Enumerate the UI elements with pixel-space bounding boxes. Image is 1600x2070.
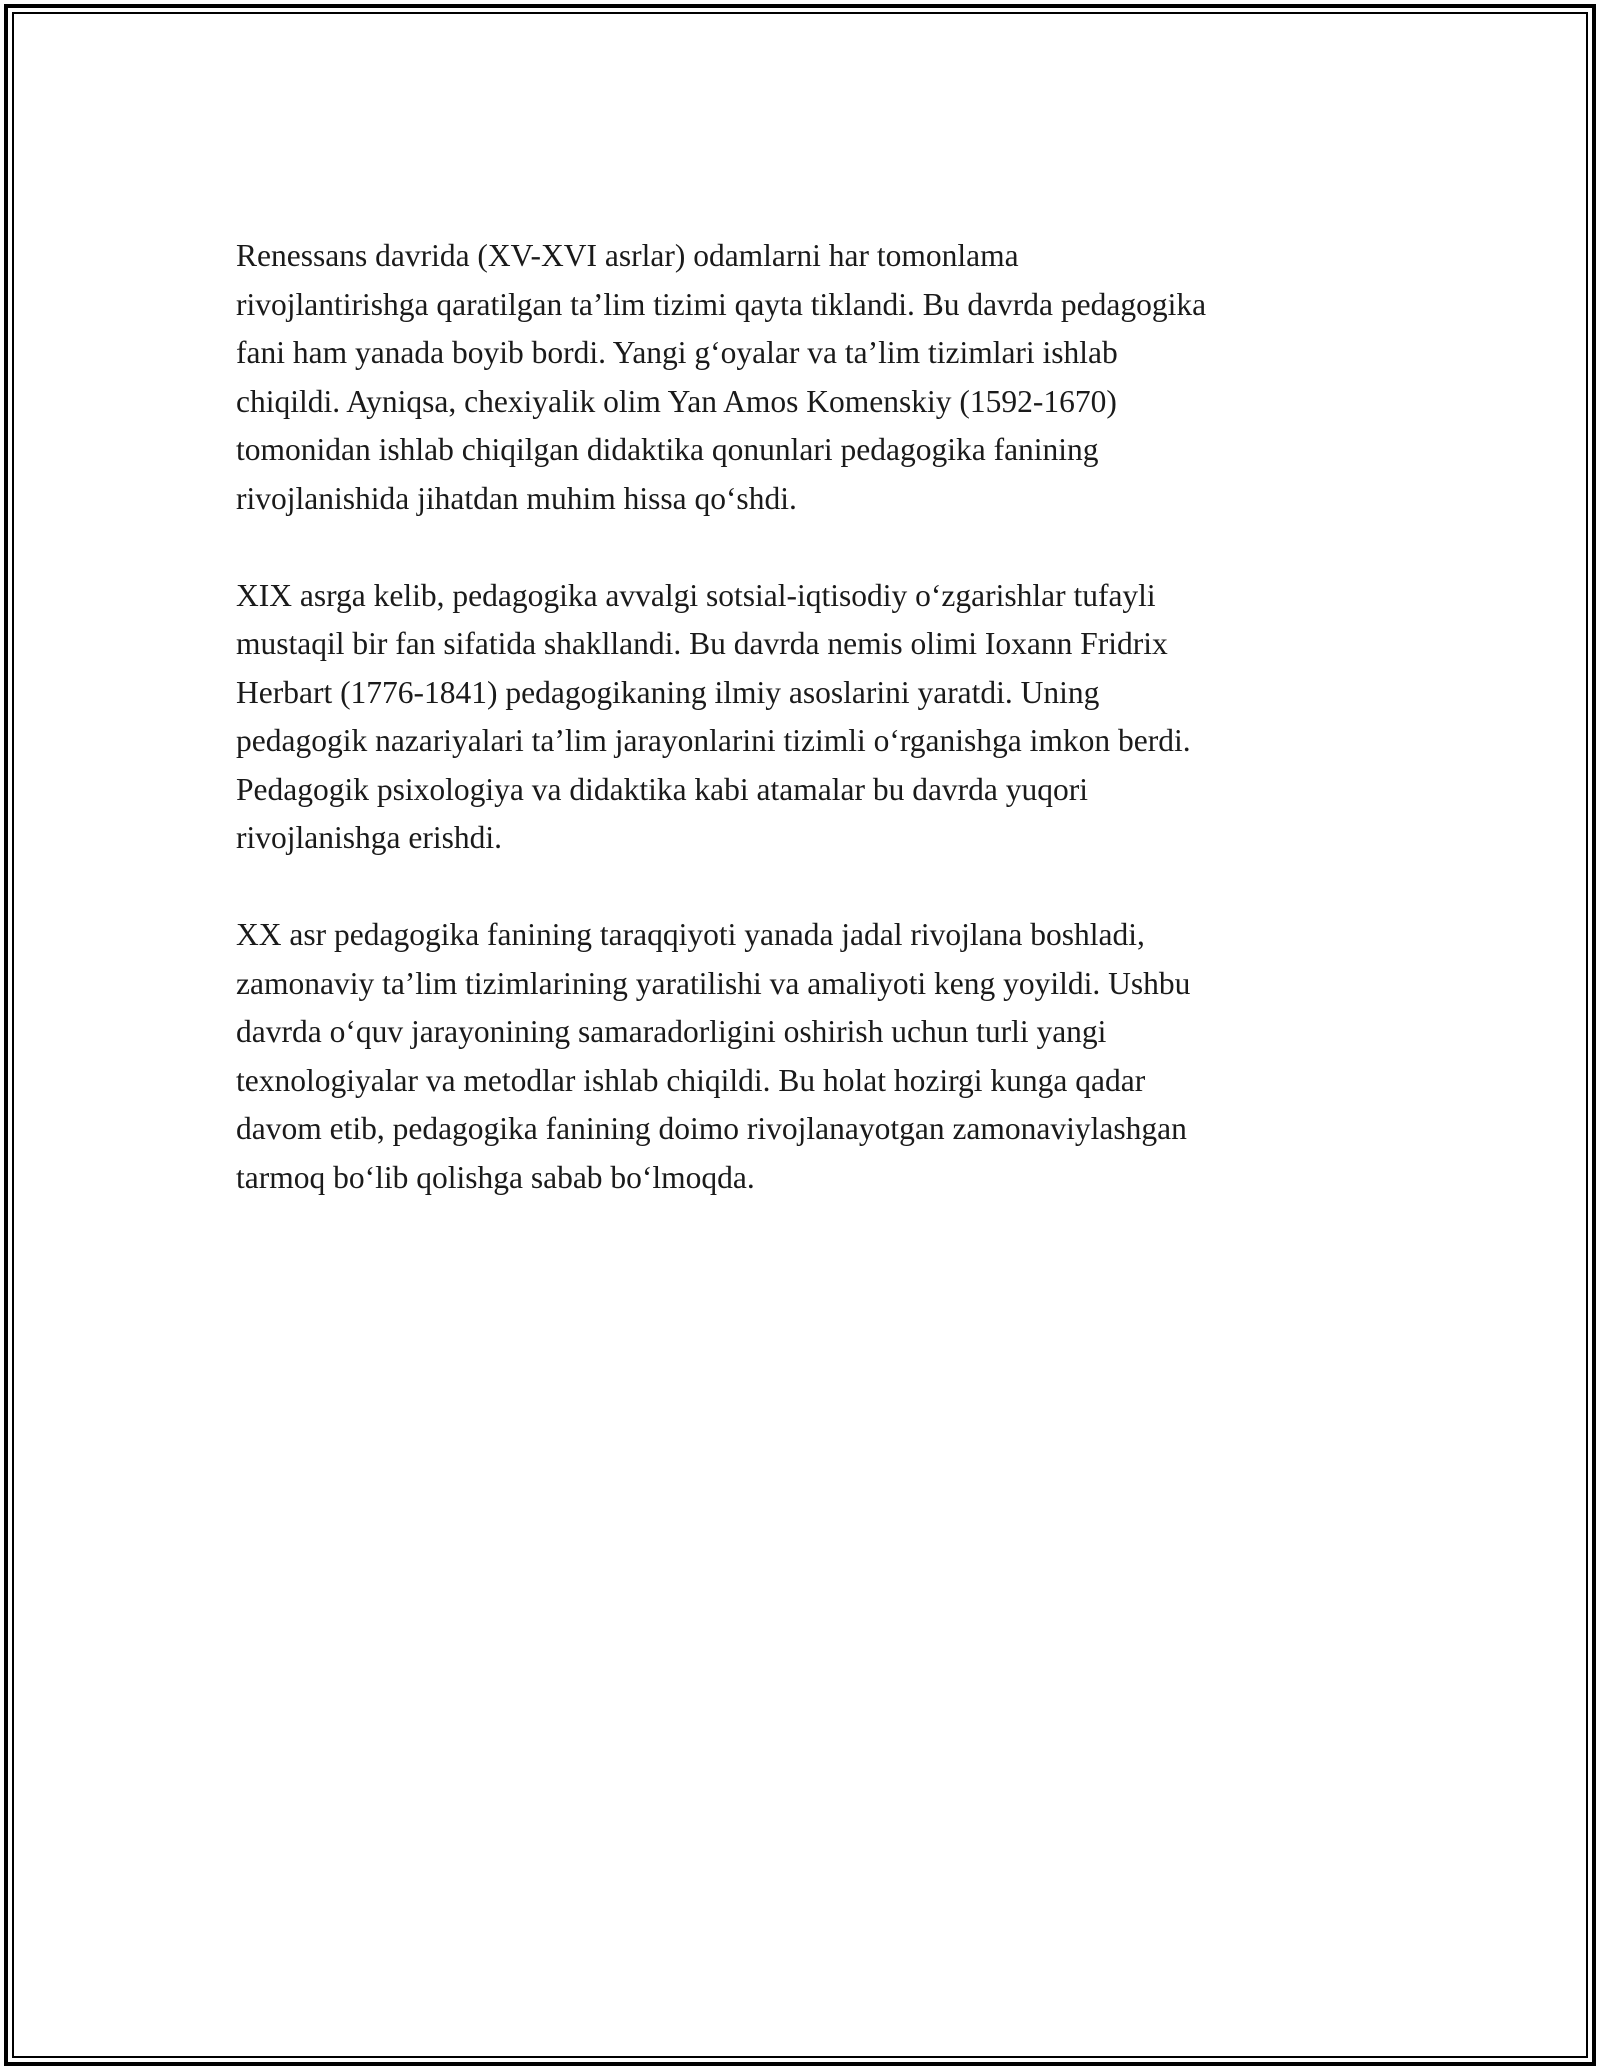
- paragraph-nineteenth-century: [236, 572, 1416, 863]
- text-line: XX asr pedagogika fanining taraqqiyoti yanada jadal rivojlana boshladi,: [236, 917, 1145, 952]
- text-line: chiqildi. Ayniqsa, chexiyalik olim Yan Amos Komenskiy (1592-1670): [236, 383, 1117, 419]
- text-line: mustaqil bir fan sifatida shakllandi. Bu davrda nemis olimi Ioxann Fridrix: [236, 626, 1168, 661]
- text-line: fani ham yanada boyib bordi. Yangi g‘oyalar va ta’lim tizimlari ishlab: [236, 335, 1118, 370]
- text-line: zamonaviy ta’lim tizimlarining yaratilishi va amaliyoti keng yoyildi. Ushbu: [236, 965, 1191, 1001]
- document-body: [236, 232, 1416, 1251]
- paragraph-twentieth-century: [236, 911, 1416, 1202]
- text-line: tarmoq bo‘lib qolishga sabab bo‘lmoqda.: [236, 1159, 755, 1195]
- text-line: Pedagogik psixologiya va didaktika kabi atamalar bu davrda yuqori: [236, 771, 1089, 807]
- text-line: rivojlanishida jihatdan muhim hissa qo‘shdi.: [236, 480, 797, 516]
- text-line: tomonidan ishlab chiqilgan didaktika qonunlari pedagogika fanining: [236, 432, 1099, 467]
- text-line: Renessans davrida (XV-XVI asrlar) odamlarni har tomonlama: [236, 238, 1019, 273]
- text-line: davom etib, pedagogika fanining doimo rivojlanayotgan zamonaviylashgan: [236, 1111, 1187, 1146]
- text-line: rivojlantirishga qaratilgan ta’lim tizimi qayta tiklandi. Bu davrda pedagogika: [236, 286, 1207, 322]
- text-line: pedagogik nazariyalari ta’lim jarayonlarini tizimli o‘rganishga imkon berdi.: [236, 723, 1191, 758]
- paragraph-renaissance: [236, 232, 1416, 523]
- text-line: XIX asrga kelib, pedagogika avvalgi sotsial-iqtisodiy o‘zgarishlar tufayli: [236, 577, 1156, 613]
- text-line: davrda o‘quv jarayonining samaradorligini oshirish uchun turli yangi: [236, 1014, 1107, 1049]
- text-line: texnologiyalar va metodlar ishlab chiqildi. Bu holat hozirgi kunga qadar: [236, 1062, 1146, 1098]
- text-line: rivojlanishga erishdi.: [236, 820, 502, 855]
- text-line: Herbart (1776-1841) pedagogikaning ilmiy asoslarini yaratdi. Uning: [236, 674, 1100, 710]
